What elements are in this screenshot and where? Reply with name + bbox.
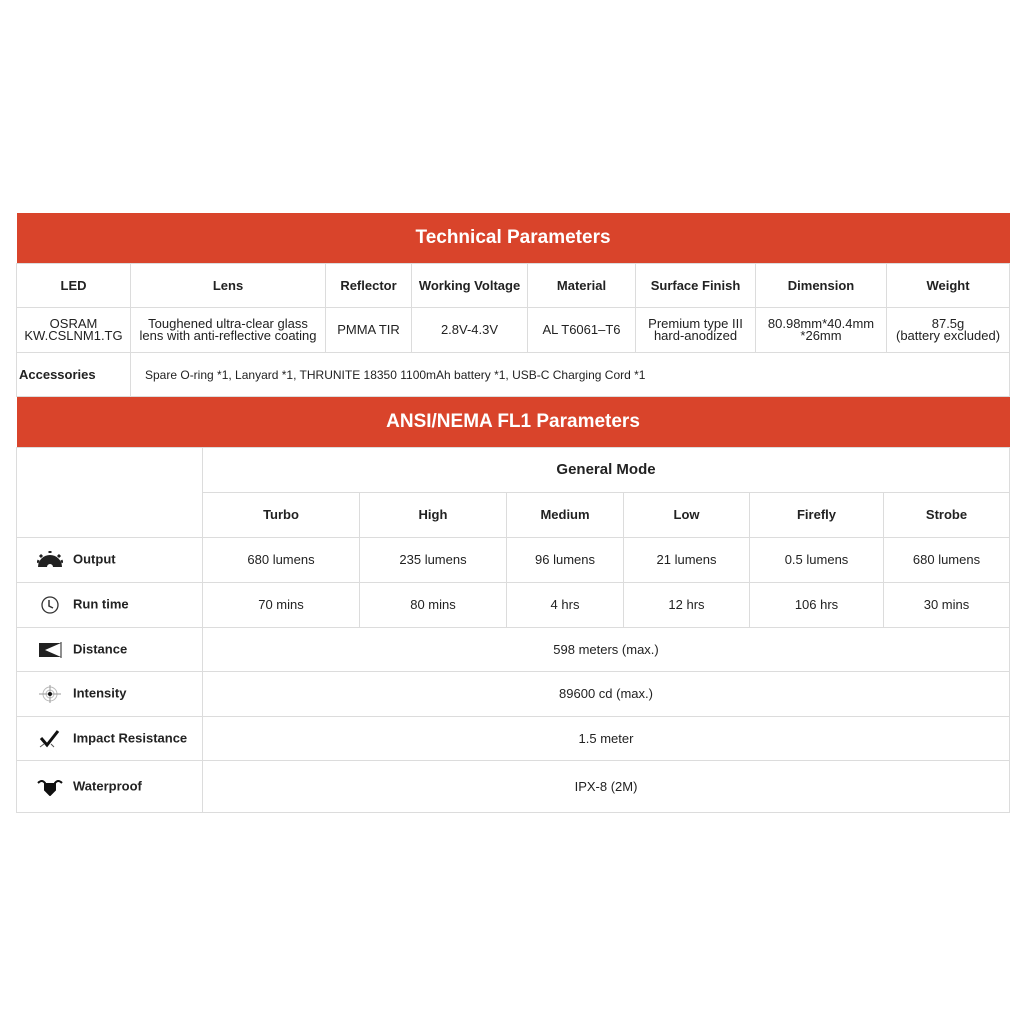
value-voltage: 2.8V-4.3V	[412, 308, 528, 353]
output-label-cell	[17, 538, 203, 583]
output-firefly: 0.5 lumens	[750, 538, 884, 583]
header-lens: Lens	[131, 264, 326, 308]
header-material: Material	[528, 264, 636, 308]
led-line2: KW.CSLNM1.TG	[24, 328, 123, 343]
runtime-high: 80 mins	[360, 583, 507, 628]
target-icon	[37, 685, 63, 703]
output-low: 21 lumens	[624, 538, 750, 583]
header-reflector: Reflector	[326, 264, 412, 308]
intensity-label: Intensity	[73, 685, 127, 701]
waterproof-label-cell	[17, 761, 203, 813]
ansi-parameters-table	[16, 397, 1010, 813]
lens-line2: lens with anti-reflective coating	[139, 328, 317, 343]
header-voltage: Working Voltage	[412, 264, 528, 308]
runtime-row	[17, 583, 1010, 628]
impact-value: 1.5 meter	[203, 717, 1010, 761]
value-reflector: PMMA TIR	[326, 308, 412, 353]
impact-icon	[37, 730, 63, 748]
lens-line1: Toughened ultra-clear glass	[148, 316, 308, 331]
intensity-row	[17, 672, 1010, 717]
technical-parameters-title: Technical Parameters	[17, 213, 1010, 264]
output-high: 235 lumens	[360, 538, 507, 583]
value-surface	[636, 308, 756, 353]
output-medium: 96 lumens	[507, 538, 624, 583]
water-icon	[37, 778, 63, 796]
runtime-strobe: 30 mins	[884, 583, 1010, 628]
header-weight: Weight	[887, 264, 1010, 308]
waterproof-label: Waterproof	[73, 777, 142, 793]
value-led	[17, 308, 131, 353]
mode-turbo: Turbo	[203, 493, 360, 538]
distance-label: Distance	[73, 640, 128, 656]
led-line1: OSRAM	[49, 316, 98, 331]
mode-medium: Medium	[507, 493, 624, 538]
mode-firefly: Firefly	[750, 493, 884, 538]
runtime-turbo: 70 mins	[203, 583, 360, 628]
ansi-title: ANSI/NEMA FL1 Parameters	[17, 397, 1010, 448]
impact-row	[17, 717, 1010, 761]
weight-line1: 87.5g	[931, 316, 965, 331]
impact-label-cell	[17, 717, 203, 761]
runtime-medium: 4 hrs	[507, 583, 624, 628]
dimension-line1: 80.98mm*40.4mm	[767, 316, 875, 331]
waterproof-row	[17, 761, 1010, 813]
clock-icon	[37, 596, 63, 614]
output-turbo: 680 lumens	[203, 538, 360, 583]
mode-high: High	[360, 493, 507, 538]
gear-icon	[37, 551, 63, 569]
header-led: LED	[17, 264, 131, 308]
beam-icon	[37, 641, 63, 659]
runtime-low: 12 hrs	[624, 583, 750, 628]
impact-label: Impact Resistance	[73, 729, 188, 745]
value-lens	[131, 308, 326, 353]
dimension-line2: *26mm	[800, 328, 842, 343]
intensity-value: 89600 cd (max.)	[203, 672, 1010, 717]
value-material: AL T6061–T6	[528, 308, 636, 353]
surface-line1: Premium type III	[648, 316, 743, 331]
intensity-label-cell	[17, 672, 203, 717]
blank-cell	[17, 448, 203, 538]
value-weight	[887, 308, 1010, 353]
technical-parameters-table	[16, 213, 1010, 397]
general-mode-header: General Mode	[203, 448, 1010, 493]
output-row	[17, 538, 1010, 583]
weight-line2: (battery excluded)	[895, 328, 1001, 343]
output-strobe: 680 lumens	[884, 538, 1010, 583]
accessories-label: Accessories	[17, 353, 131, 397]
value-dimension	[756, 308, 887, 353]
distance-value: 598 meters (max.)	[203, 628, 1010, 672]
runtime-label-cell	[17, 583, 203, 628]
mode-low: Low	[624, 493, 750, 538]
accessories-value: Spare O-ring *1, Lanyard *1, THRUNITE 18350 1100mAh battery *1, USB-C Charging Cord *1	[131, 353, 1010, 397]
header-surface: Surface Finish	[636, 264, 756, 308]
output-label: Output	[73, 551, 116, 567]
distance-row	[17, 628, 1010, 672]
header-dimension: Dimension	[756, 264, 887, 308]
surface-line2: hard-anodized	[653, 328, 738, 343]
waterproof-value: IPX-8 (2M)	[203, 761, 1010, 813]
distance-label-cell	[17, 628, 203, 672]
runtime-label: Run time	[73, 596, 129, 612]
mode-strobe: Strobe	[884, 493, 1010, 538]
runtime-firefly: 106 hrs	[750, 583, 884, 628]
